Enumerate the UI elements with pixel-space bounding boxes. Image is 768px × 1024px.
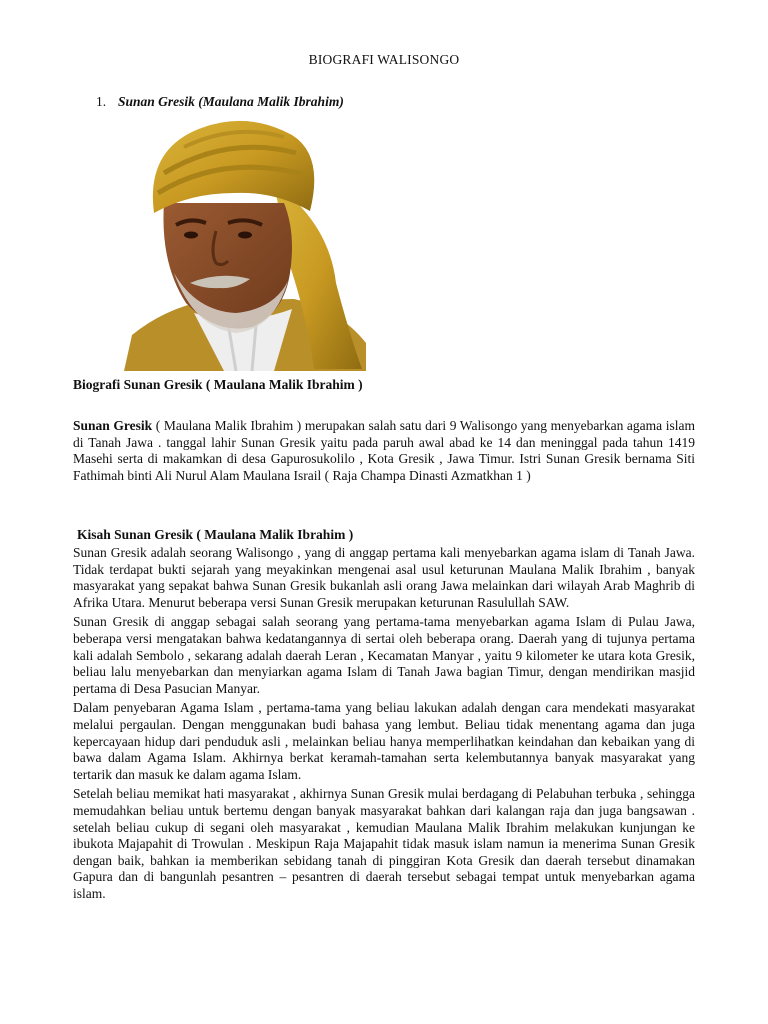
document-title: BIOGRAFI WALISONGO — [308, 52, 460, 67]
section-heading: Biografi Sunan Gresik ( Maulana Malik Ibrahim ) — [73, 377, 363, 392]
paragraph: Dalam penyebaran Agama Islam , pertama-tama yang beliau lakukan adalah dengan cara mendekati masyarakat melalui pergaulan. Dengan menggunakan budi bahasa yang lembut. Beliau tidak menentang agama dan juga kepercayaan hidup dari penduduk asli , melainkan beliau hanya memperlihatkan keindahan dan kebaikan yang di bawa dalam Agama Islam. Akhirnya berkat keramah-tamahan serta kelembutannya banyak masyarakat yang tertarik dan masuk ke dalam agama Islam. — [73, 700, 695, 782]
list-item-name: Sunan Gresik (Maulana Malik Ibrahim) — [118, 94, 344, 109]
body-text: ( Maulana Malik Ibrahim ) merupakan salah satu dari 9 Walisongo yang menyebarkan agama islam di Tanah Jawa . tanggal lahir Sunan Gresik yaitu pada paruh awal abad ke 14 dan meninggal pada tahun 1419 Masehi serta di makamkan di desa Gapurosukolilo , Kota Gresik , Jawa Timur. Istri Sunan Gresik bernama Siti Fathimah binti Ali Nurul Alam Maulana Israil ( Raja Champa Dinasti Azmatkhan 1 ) — [73, 418, 695, 483]
lead-name: Sunan Gresik — [73, 418, 153, 433]
section-heading: Kisah Sunan Gresik ( Maulana Malik Ibrahim ) — [77, 527, 354, 542]
section-kisah-body — [73, 545, 695, 905]
paragraph: Setelah beliau memikat hati masyarakat , akhirnya Sunan Gresik mulai berdagang di Pelabuhan terbuka , sehingga memudahkan beliau untuk bertemu dengan banyak masyarakat bahkan dari kalangan raja dan juga bangsawan . setelah beliau cukup di segani oleh masyarakat , kemudian Maulana Malik Ibrahim melakukan kunjungan ke ibukota Majapahit di Trowulan . Meskipun Raja Majapahit tidak masuk islam namun ia menerima Sunan Gresik dengan baik, bahkan ia memberikan sebidang tanah di pinggiran Kota Gresik dan daerah tersebut dinamakan Gapura dan di bangunlah pesantren – pesantren di daerah tersebut sebagai tempat untuk menyebarkan agama islam. — [73, 786, 695, 901]
list-item-heading — [96, 94, 344, 110]
paragraph: Sunan Gresik di anggap sebagai salah seorang yang pertama-tama menyebarkan agama Islam di Pulau Jawa, beberapa versi mengatakan bahwa kedatangannya di sertai oleh beberapa orang. Daerah yang di tujunya pertama kali adalah Sembolo , sekarang adalah daerah Leran , Kecamatan Manyar , yaitu 9 kilometer ke utara kota Gresik, beliau lalu menyebarkan dan menyiarkan agama Islam di Tanah Jawa bagian Timur, dengan mendirikan masjid pertama di Desa Pasucian Manyar. — [73, 614, 695, 696]
paragraph: Sunan Gresik adalah seorang Walisongo , yang di anggap pertama kali menyebarkan agama islam di Tanah Jawa. Tidak terdapat bukti sejarah yang meyakinkan mengenai asal usul keturunan Maulana Malik Ibrahim , banyak masyarakat yang sepakat bahwa Sunan Gresik bukanlah asli orang Jawa melainkan dari wilayah Arab Maghrib di Afrika Utara. Menurut beberapa versi Sunan Gresik merupakan keturunan Rasulullah SAW. — [73, 545, 695, 610]
section-kisah — [73, 527, 695, 544]
section-biografi-body — [73, 418, 695, 484]
section-biografi — [73, 377, 695, 394]
list-number: 1. — [96, 94, 107, 109]
portrait-image — [124, 113, 366, 371]
